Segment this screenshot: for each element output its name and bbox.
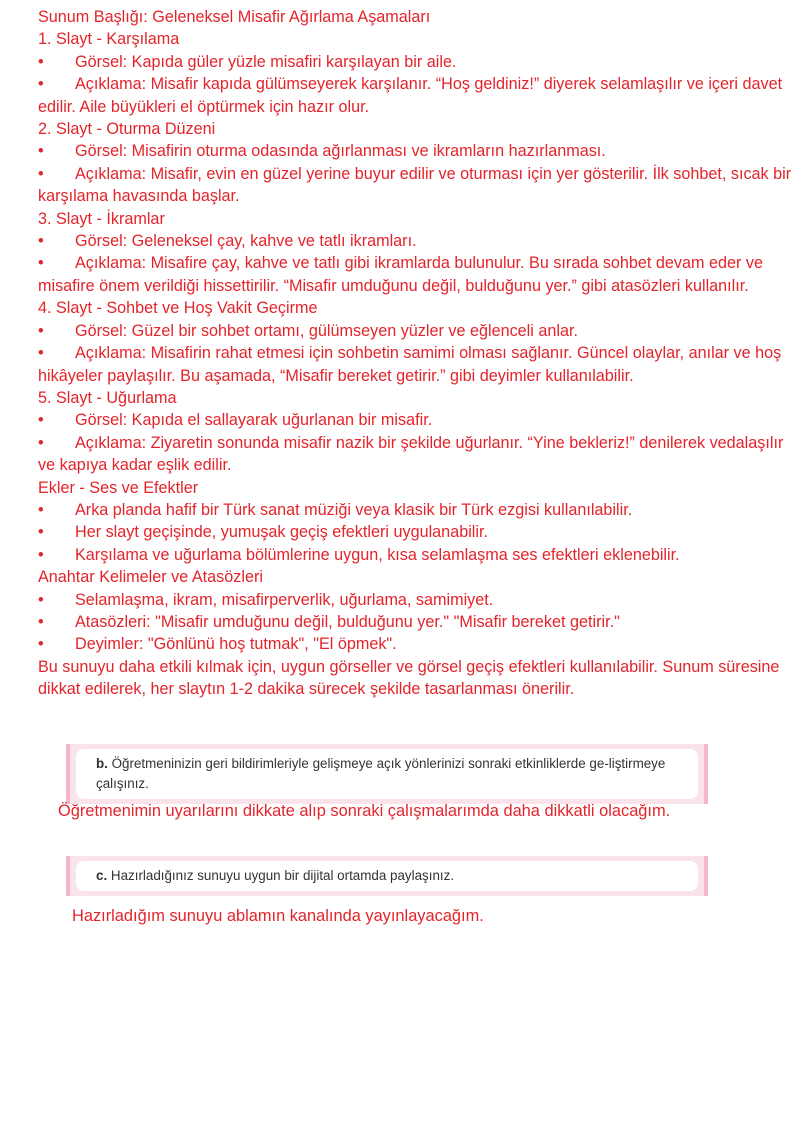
slide-1-description: • Açıklama: Misafir kapıda gülümseyerek karşılanır. “Hoş geldiniz!” diyerek selamlaşılır ve içeri davet edilir. Aile büyükleri el öptürmek için hazır olur. bbox=[38, 75, 783, 116]
slide-1-visual: • Görsel: Kapıda güler yüzle misafiri karşılayan bir aile. bbox=[38, 51, 800, 73]
slide-5-description: • Açıklama: Ziyaretin sonunda misafir nazik bir şekilde uğurlanır. “Yine bekleriz!” denilerek vedalaşılır ve kapıya kadar eşlik edilir. bbox=[38, 433, 784, 475]
handwritten-answer-block bbox=[38, 6, 800, 701]
bullet-icon: • bbox=[38, 142, 44, 161]
keywords-item: • Deyimler: "Gönlünü hoş tutmak", "El öpmek". bbox=[38, 633, 800, 655]
extras-item: • Karşılama ve uğurlama bölümlerine uygun, kısa selamlaşma ses efektleri eklenebilir. bbox=[38, 544, 800, 566]
bullet-icon: • bbox=[38, 433, 44, 452]
slide-4-description: • Açıklama: Misafirin rahat etmesi için sohbetin samimi olması sağlanır. Güncel olaylar, anılar ve hoş hikâyeler paylaşılır. Bu aşamada, “Misafir bereket getirir.” gibi deyimler kullanılabilir. bbox=[38, 344, 782, 385]
bullet-icon: • bbox=[38, 344, 44, 363]
task-c-prompt: Hazırladığınız sunuyu uygun bir dijital ortamda paylaşınız. bbox=[110, 868, 455, 883]
keywords-item: • Atasözleri: "Misafir umduğunu değil, bulduğunu yer." "Misafir bereket getirir." bbox=[38, 611, 800, 633]
keywords-heading: Anahtar Kelimeler ve Atasözleri bbox=[38, 568, 263, 587]
bullet-icon: • bbox=[38, 254, 44, 273]
bullet-icon: • bbox=[38, 635, 44, 654]
slide-5-visual: • Görsel: Kapıda el sallayarak uğurlanan bir misafir. bbox=[38, 409, 800, 431]
presentation-title: Sunum Başlığı: Geleneksel Misafir Ağırlama Aşamaları bbox=[38, 8, 431, 26]
task-b-prompt-card bbox=[76, 749, 698, 799]
task-b-letter: b. bbox=[96, 756, 108, 771]
bullet-icon: • bbox=[38, 523, 44, 542]
extras-item: • Arka planda hafif bir Türk sanat müziği veya klasik bir Türk ezgisi kullanılabilir. bbox=[38, 499, 800, 521]
bullet-icon: • bbox=[38, 411, 44, 430]
slide-3-heading: 3. Slayt - İkramlar bbox=[38, 209, 165, 228]
slide-2-heading: 2. Slayt - Oturma Düzeni bbox=[38, 120, 216, 139]
slide-5-heading: 5. Slayt - Uğurlama bbox=[38, 388, 177, 407]
task-b-prompt: Öğretmeninizin geri bildirimleriyle gelişmeye açık yönlerinizi sonraki etkinliklerde ge-liştirmeye çalışınız. bbox=[96, 756, 666, 791]
bullet-icon: • bbox=[38, 612, 44, 631]
slide-2-description: • Açıklama: Misafir, evin en güzel yerine buyur edilir ve oturması için yer gösterilir. İlk sohbet, sıcak bir karşılama havasında başlar. bbox=[38, 164, 792, 206]
keywords-item: • Selamlaşma, ikram, misafirperverlik, uğurlama, samimiyet. bbox=[38, 589, 800, 611]
bullet-icon: • bbox=[38, 321, 44, 340]
slide-4-heading: 4. Slayt - Sohbet ve Hoş Vakit Geçirme bbox=[38, 299, 318, 318]
bullet-icon: • bbox=[38, 232, 44, 251]
slide-4-visual: • Görsel: Güzel bir sohbet ortamı, gülümseyen yüzler ve eğlenceli anlar. bbox=[38, 320, 800, 342]
closing-paragraph: Bu sunuyu daha etkili kılmak için, uygun görseller ve görsel geçiş efektleri kullanılabilir. Sunum süresine dikkat edilerek, her slaytın 1-2 dakika sürecek şekilde tasarlanması önerilir. bbox=[38, 657, 780, 699]
extras-heading: Ekler - Ses ve Efektler bbox=[38, 478, 199, 497]
bullet-icon: • bbox=[38, 164, 44, 183]
task-c-box bbox=[66, 856, 708, 896]
bullet-icon: • bbox=[38, 590, 44, 609]
bullet-icon: • bbox=[38, 500, 44, 519]
task-c-prompt-card bbox=[76, 861, 698, 891]
bullet-icon: • bbox=[38, 545, 44, 564]
task-b-answer: Öğretmenimin uyarılarını dikkate alıp sonraki çalışmalarımda daha dikkatli olacağım. bbox=[58, 802, 671, 820]
task-b-box bbox=[66, 744, 708, 804]
slide-3-description: • Açıklama: Misafire çay, kahve ve tatlı gibi ikramlarda bulunulur. Bu sırada sohbet devam eder ve misafire önem verildiği hissettirilir. “Misafir umduğunu değil, bulduğunu yer.” gibi atasözleri kullanılır. bbox=[38, 254, 763, 295]
slide-1-heading: 1. Slayt - Karşılama bbox=[38, 30, 180, 49]
task-c-answer: Hazırladığım sunuyu ablamın kanalında yayınlayacağım. bbox=[72, 907, 484, 925]
bullet-icon: • bbox=[38, 52, 44, 71]
extras-item: • Her slayt geçişinde, yumuşak geçiş efektleri uygulanabilir. bbox=[38, 521, 800, 543]
slide-3-visual: • Görsel: Geleneksel çay, kahve ve tatlı ikramları. bbox=[38, 230, 800, 252]
task-c-letter: c. bbox=[96, 868, 108, 883]
bullet-icon: • bbox=[38, 75, 44, 94]
slide-2-visual: • Görsel: Misafirin oturma odasında ağırlanması ve ikramların hazırlanması. bbox=[38, 140, 800, 162]
